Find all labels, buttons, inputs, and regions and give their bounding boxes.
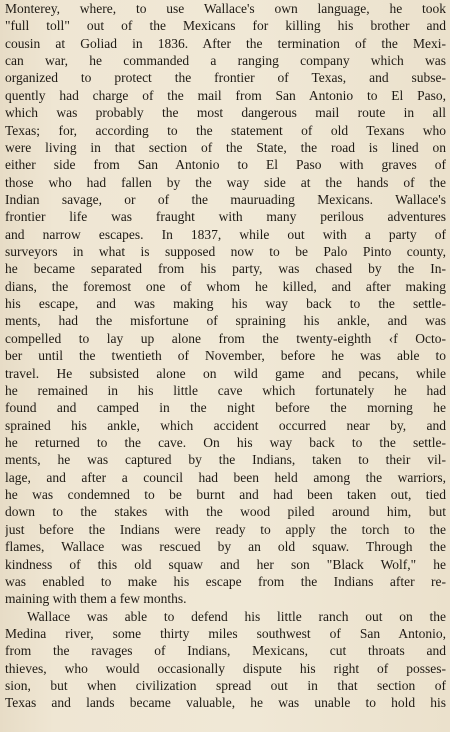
text-line: just before the Indians were ready to apply the torch to the (5, 521, 446, 537)
text-line: he was condemned to be burnt and had been taken out, tied (5, 487, 446, 503)
text-line: cousin at Goliad in 1836. After the termination of the Mexi- (5, 35, 446, 51)
text-line: his escape, and was making his way back to the settle- (5, 296, 446, 312)
text-line: sion, but when civilization spread out in that section of (5, 678, 446, 694)
text-line: those who had fallen by the way side at the hands of the (5, 174, 446, 190)
text-line: he became separated from his party, was chased by the In- (5, 261, 446, 277)
text-line: Wallace was able to defend his little ranch out on the (27, 608, 446, 624)
text-line: lage, and after a council had been held among the warriors, (5, 469, 446, 485)
text-line: Monterey, where, to use Wallace's own language, he took (5, 1, 446, 16)
text-line: Medina river, some thirty miles southwest of San Antonio, (5, 625, 446, 641)
text-line: flames, Wallace was rescued by an old squaw. Through the (5, 539, 446, 555)
text-line: ber until the twentieth of November, before he was able to (5, 348, 446, 364)
text-line: travel. He subsisted alone on wild game and pecans, while (5, 365, 446, 381)
text-line: which was probably the most dangerous mail route in all (5, 105, 446, 121)
text-line: dians, the foremost one of whom he killed, and after making (5, 278, 446, 294)
text-line: surveyors in what is supposed now to be Palo Pinto county, (5, 244, 446, 260)
text-line: frontier life was fraught with many perilous adventures (5, 209, 446, 225)
text-line: ments, had the misfortune of spraining his ankle, and was (5, 313, 446, 329)
text-line: down to the stakes with the wood piled around him, but (5, 504, 446, 520)
text-line: maining with them a few months. (5, 591, 187, 607)
body-text (5, 0, 446, 712)
text-line: he remained in his little cave which fortunately he had (5, 382, 446, 398)
text-line: ments, he was captured by the Indians, taken to their vil- (5, 452, 446, 468)
text-line: organized to protect the frontier of Texas, and subse- (5, 70, 446, 86)
text-line: thieves, who would occasionally dispute his right of posses- (5, 660, 446, 676)
text-line: he returned to the cave. On his way back to the settle- (5, 434, 446, 450)
text-line: can war, he commanded a ranging company which was (5, 53, 446, 69)
text-line: found and camped in the night before the morning he (5, 400, 446, 416)
text-line: from the ravages of Indians, Mexicans, cut throats and (5, 643, 446, 659)
text-line: Texas and lands became valuable, he was unable to hold his (5, 695, 446, 711)
text-line: sprained his ankle, which accident occurred near by, and (5, 417, 446, 433)
text-line: Indian savage, or of the mauruading Mexicans. Wallace's (5, 191, 446, 207)
text-line: either side from San Antonio to El Paso with graves of (5, 157, 446, 173)
text-line: kindness of this old squaw and her son "Black Wolf," he (5, 556, 446, 572)
text-line: compelled to lay up alone from the twenty-eighth ‹f Octo- (5, 330, 446, 346)
text-line: Texas; for, according to the statement of old Texans who (5, 122, 446, 138)
text-line: was enabled to make his escape from the Indians after re- (5, 573, 446, 589)
text-line: and narrow escapes. In 1837, while out with a party of (5, 226, 446, 242)
text-line: "full toll" out of the Mexicans for killing his brother and (5, 18, 446, 34)
text-line: were living in that section of the State, the road is lined on (5, 139, 446, 155)
text-line: quently had charge of the mail from San Antonio to El Paso, (5, 87, 446, 103)
